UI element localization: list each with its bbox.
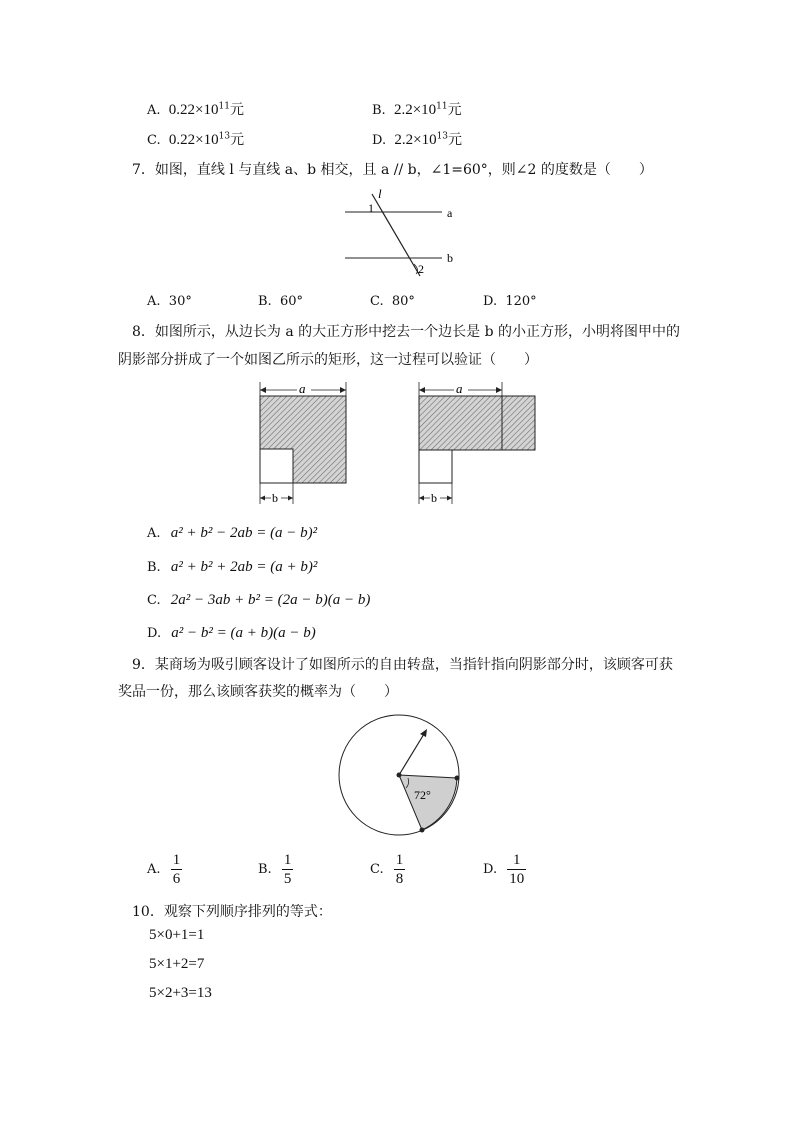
q8-option-d: D. a² − b² = (a + b)(a − b) <box>147 625 316 641</box>
q9-angle-label: 72° <box>414 788 431 802</box>
q8-stem-line1: 8．如图所示，从边长为 a 的大正方形中挖去一个边长是 b 的小正方形，小明将图甲中的 <box>132 324 681 340</box>
q10-equation-2: 5×1+2=7 <box>149 956 205 972</box>
q7-option-c: C. 80° <box>370 294 415 309</box>
q8-option-b: B. a² + b² + 2ab = (a + b)² <box>147 559 318 575</box>
q9-option-b: B. $\frac{1}{5}$ <box>258 852 292 887</box>
q9-stem-line1: 9．某商场为吸引顾客设计了如图所示的自由转盘，当指针指向阴影部分时，该顾客可获 <box>132 657 673 673</box>
q6-option-a: A. $0.22\times 10^{11}$元 <box>147 101 244 118</box>
q9-option-a: A. $\frac{1}{6}$ <box>147 852 181 887</box>
q8-label-b-left: b <box>272 491 278 505</box>
q10-stem: 10．观察下列顺序排列的等式： <box>132 904 332 920</box>
q7-label-a: a <box>447 206 453 220</box>
q7-option-b: B. 60° <box>258 294 303 309</box>
q7-option-d: D. 120° <box>483 294 537 309</box>
q7-angle-2: 2 <box>418 262 424 276</box>
q8-label-a-left: a <box>299 381 306 396</box>
q8-label-a-right: a <box>456 381 463 396</box>
q7-stem: 7．如图，直线 l 与直线 a、b 相交，且 a // b，∠1=60°，则∠2 的度数是（ ） <box>132 162 653 178</box>
q8-label-b-right: b <box>431 491 437 505</box>
q9-stem-line2: 奖品一份，那么该顾客获奖的概率为（ ） <box>118 684 398 700</box>
q6-option-b: B. $2.2\times 10^{11}$元 <box>372 101 462 118</box>
q10-equation-1: 5×0+1=1 <box>149 927 205 943</box>
q7-parallel-lines-figure <box>330 186 470 278</box>
q8-option-a: A. a² + b² − 2ab = (a − b)² <box>147 525 318 541</box>
q8-stem-line2: 阴影部分拼成了一个如图乙所示的矩形，这一过程可以验证（ ） <box>118 352 538 368</box>
q6-option-c: C. $0.22\times 10^{13}$元 <box>147 131 245 148</box>
q9-spinner-figure <box>336 712 464 838</box>
q7-angle-1: 1 <box>368 201 374 215</box>
q9-option-d: D. $\frac{1}{10}$ <box>483 852 525 887</box>
q7-label-b: b <box>447 251 453 265</box>
q10-equation-3: 5×2+3=13 <box>149 985 212 1001</box>
q6-option-d: D. $2.2\times 10^{13}$元 <box>372 131 463 148</box>
q7-label-l: l <box>378 186 382 201</box>
q9-option-c: C. $\frac{1}{8}$ <box>370 852 404 887</box>
q7-option-a: A. 30° <box>147 294 192 309</box>
q8-option-c: C. 2a² − 3ab + b² = (2a − b)(a − b) <box>147 592 371 608</box>
q8-squares-figure <box>250 376 550 508</box>
